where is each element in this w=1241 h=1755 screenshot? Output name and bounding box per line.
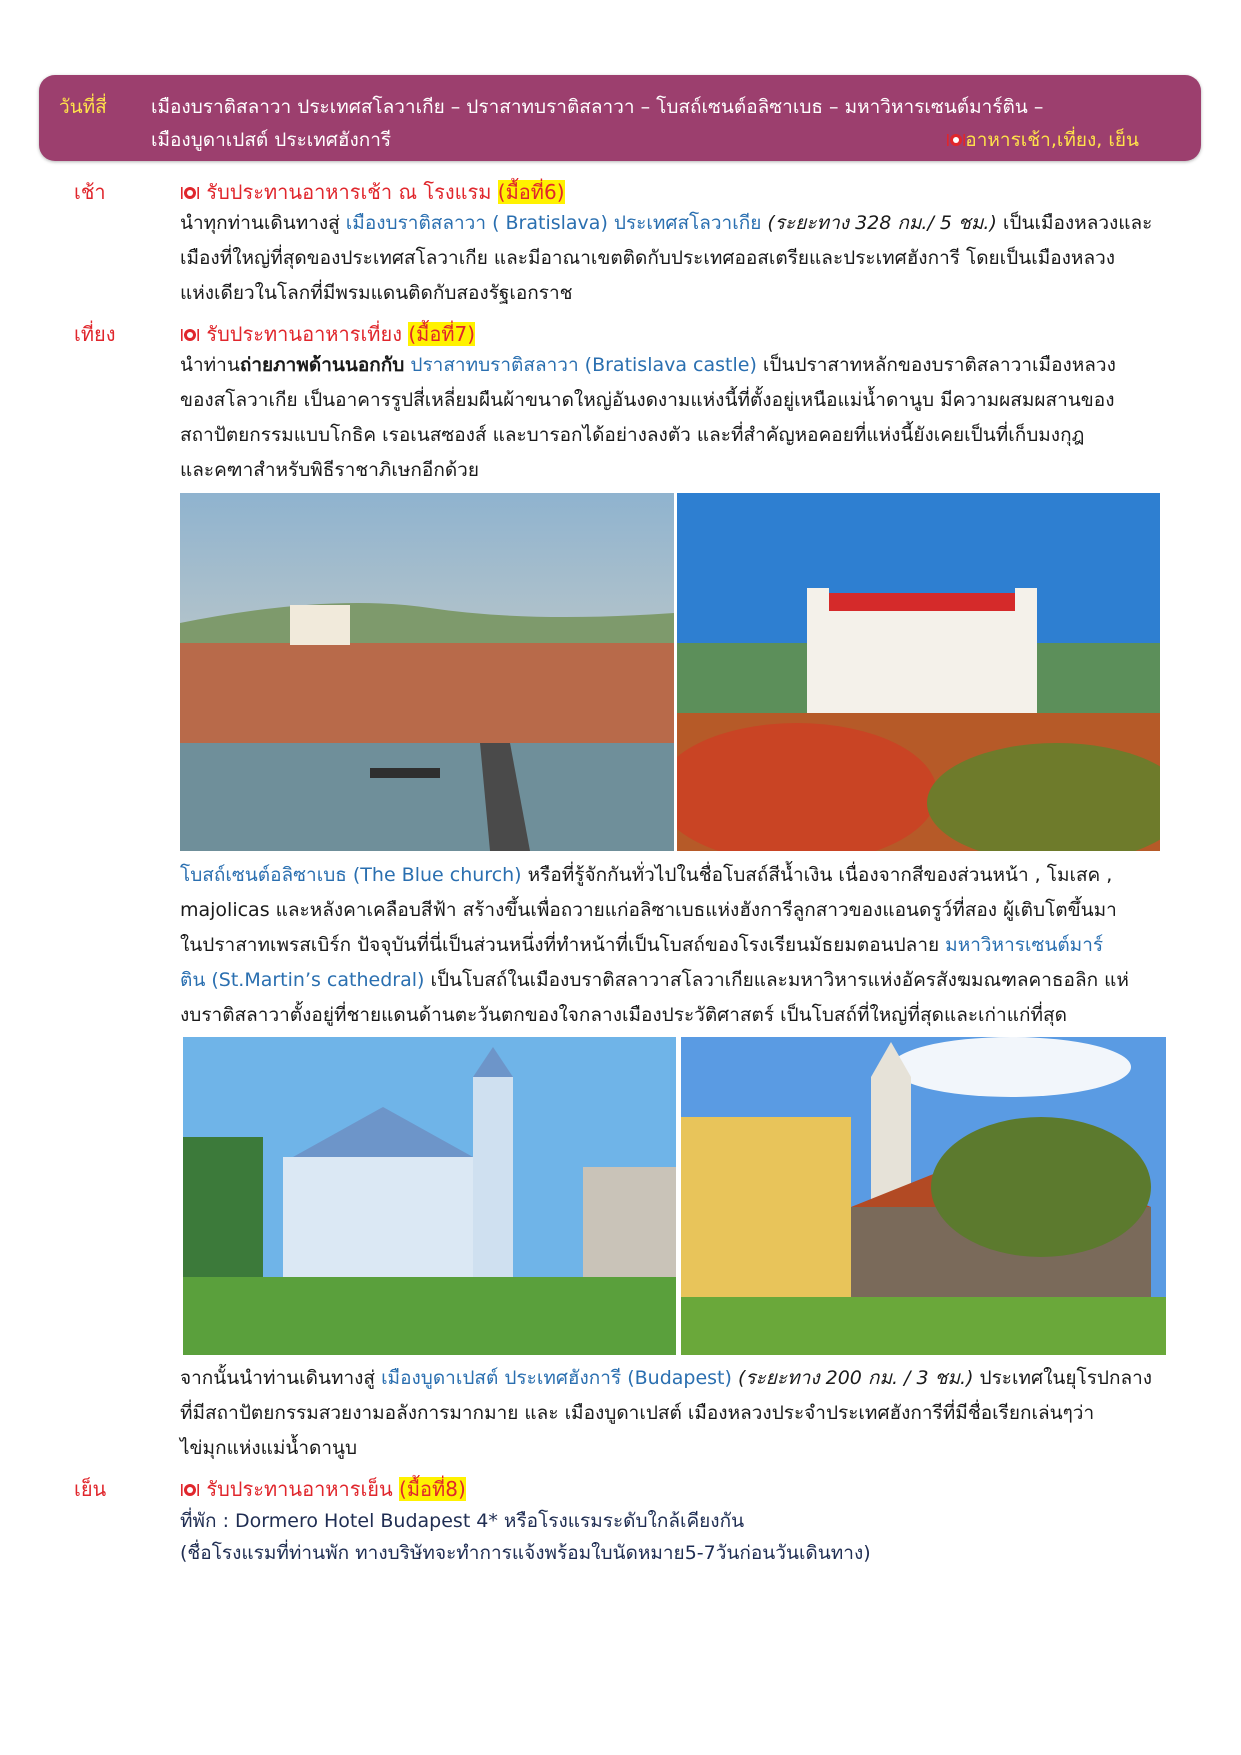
text: เป็นโบสถ์ในเมืองบราติสลาวาสโลวาเกียและมหาวิหารแห่งอัครสังฆมณฑลคาธอลิก แห่ xyxy=(424,969,1129,991)
church-paragraph xyxy=(180,858,1190,1033)
text: แห่งเดียวในโลกที่มีพรมแดนติดกับสองรัฐเอกราช xyxy=(180,282,573,304)
text: งบราติสลาวาตั้งอยู่ที่ชายแดนด้านตะวันตกของใจกลางเมืองประวัติศาสตร์ เป็นโบสถ์ที่ใหญ่ที่สุดและเก่าแก่ที่สุด xyxy=(180,1004,1067,1026)
distance: (ระยะทาง 328 กม./ 5 ชม.) xyxy=(761,212,997,234)
place-castle: ปราสาทบราติสลาวา (Bratislava castle) xyxy=(404,354,757,376)
photo-blue-church xyxy=(183,1037,676,1355)
text: และคฑาสำหรับพิธีราชาภิเษกอีกด้วย xyxy=(180,459,479,481)
place-cathedral: มหาวิหารเซนต์มาร์ xyxy=(945,934,1104,956)
text: เป็นเมืองหลวงและ xyxy=(996,212,1153,234)
hotel-note: (ชื่อโรงแรมที่ท่านพัก ทางบริษัทจะทำการแจ้งพร้อมใบนัดหมาย5-7วันก่อนวันเดินทาง) xyxy=(180,1542,871,1564)
text: majolicas และหลังคาเคลือบสีฟ้า สร้างขึ้นเพื่อถวายแก่อลิซาเบธแห่งฮังการีลูกสาวของแอนดรูว์ที่สอง ผู้เติบโตขึ้นมา xyxy=(180,899,1117,921)
text: จากนั้นนำท่านเดินทางสู่ xyxy=(180,1367,382,1389)
bold-text: ถ่ายภาพด้านนอกกับ xyxy=(239,354,405,376)
meal-number: (มื้อที่8) xyxy=(399,1477,466,1501)
meals-text: อาหารเช้า,เที่ยง, เย็น xyxy=(965,129,1139,151)
plate-icon xyxy=(947,132,965,148)
place-cathedral-cont: ติน (St.Martin’s cathedral) xyxy=(180,969,425,991)
time-morning: เช้า xyxy=(74,180,106,204)
text: หรือที่รู้จักกันทั่วไปในชื่อโบสถ์สีน้ำเงิน เนื่องจากสีของส่วนหน้า , โมเสค , xyxy=(521,864,1113,886)
day-label: วันที่สี่ xyxy=(59,96,107,118)
hotel-info: ที่พัก : Dormero Hotel Budapest 4* หรือโรงแรมระดับใกล้เคียงกัน xyxy=(180,1510,745,1532)
text: เมืองที่ใหญ่ที่สุดของประเทศสโลวาเกีย และมีอาณาเขตติดกับประเทศออสเตรียและประเทศฮังการี โดยเป็นเมืองหลวง xyxy=(180,247,1116,269)
text: สถาปัตยกรรมแบบโกธิค เรอเนสซองส์ และบารอกได้อย่างลงตัว และที่สำคัญหอคอยที่แห่งนี้ยังเคยเป็นที่เก็บมงกุฎ xyxy=(180,424,1085,446)
photo-bratislava-castle xyxy=(677,493,1160,851)
photo-bratislava-city xyxy=(180,493,674,851)
photo-st-martins-cathedral xyxy=(681,1037,1166,1355)
text: ที่มีสถาปัตยกรรมสวยงามอลังการมากมาย และ เมืองบูดาเปสต์ เมืองหลวงประจำประเทศฮังการีที่มีชื่อเรียกเล่นๆว่า xyxy=(180,1402,1095,1424)
place-budapest: เมืองบูดาเปสต์ ประเทศฮังการี (Budapest) xyxy=(381,1367,732,1389)
plate-icon xyxy=(180,1482,200,1498)
meal-lunch xyxy=(180,318,475,350)
day-header-banner xyxy=(39,75,1201,161)
meals-summary xyxy=(947,125,1139,155)
meal-dinner-text: รับประทานอาหารเย็น xyxy=(206,1477,393,1501)
plate-icon xyxy=(180,327,200,343)
text: ไข่มุกแห่งแม่น้ำดานูบ xyxy=(180,1437,358,1459)
time-evening: เย็น xyxy=(74,1477,107,1501)
budapest-paragraph xyxy=(180,1361,1190,1466)
text: เป็นปราสาทหลักของบราติสลาวาเมืองหลวง xyxy=(756,354,1116,376)
plate-icon xyxy=(180,185,200,201)
text: นำท่าน xyxy=(180,354,240,376)
meal-number: (มื้อที่6) xyxy=(497,180,565,204)
meal-breakfast xyxy=(180,176,565,208)
distance: (ระยะทาง 200 กม. / 3 ชม.) xyxy=(731,1367,974,1389)
text: นำทุกท่านเดินทางสู่ xyxy=(180,212,346,234)
text: ของสโลวาเกีย เป็นอาคารรูปสี่เหลี่ยมผืนผ้าขนาดใหญ่อันงดงามแห่งนี้ที่ตั้งอยู่เหนือแม่น้ำดานูบ มีความผสมผสานของ xyxy=(180,389,1115,411)
place-blue-church: โบสถ์เซนต์อลิซาเบธ (The Blue church) xyxy=(180,864,522,886)
text: ในปราสาทเพรสเบิร์ก ปัจจุบันที่นี่เป็นส่วนหนึ่งที่ทำหน้าที่เป็นโบสถ์ของโรงเรียนมัธยมตอนปลาย xyxy=(180,934,946,956)
morning-paragraph xyxy=(180,206,1190,311)
noon-paragraph xyxy=(180,348,1190,488)
meal-number: (มื้อที่7) xyxy=(408,322,476,346)
meal-breakfast-text: รับประทานอาหารเช้า ณ โรงแรม xyxy=(206,180,492,204)
time-noon: เที่ยง xyxy=(74,322,116,346)
meal-dinner xyxy=(180,1473,466,1505)
place-bratislava: เมืองบราติสลาวา ( Bratislava) ประเทศสโลวาเกีย xyxy=(345,212,762,234)
route-line-1: เมืองบราติสลาวา ประเทศสโลวาเกีย – ปราสาทบราติสลาวา – โบสถ์เซนต์อลิซาเบธ – มหาวิหารเซนต์มาร์ติน – xyxy=(151,96,1044,118)
text: ประเทศในยุโรปกลาง xyxy=(973,1367,1153,1389)
meal-lunch-text: รับประทานอาหารเที่ยง xyxy=(206,322,402,346)
route-line-2: เมืองบูดาเปสต์ ประเทศฮังการี xyxy=(151,129,392,151)
